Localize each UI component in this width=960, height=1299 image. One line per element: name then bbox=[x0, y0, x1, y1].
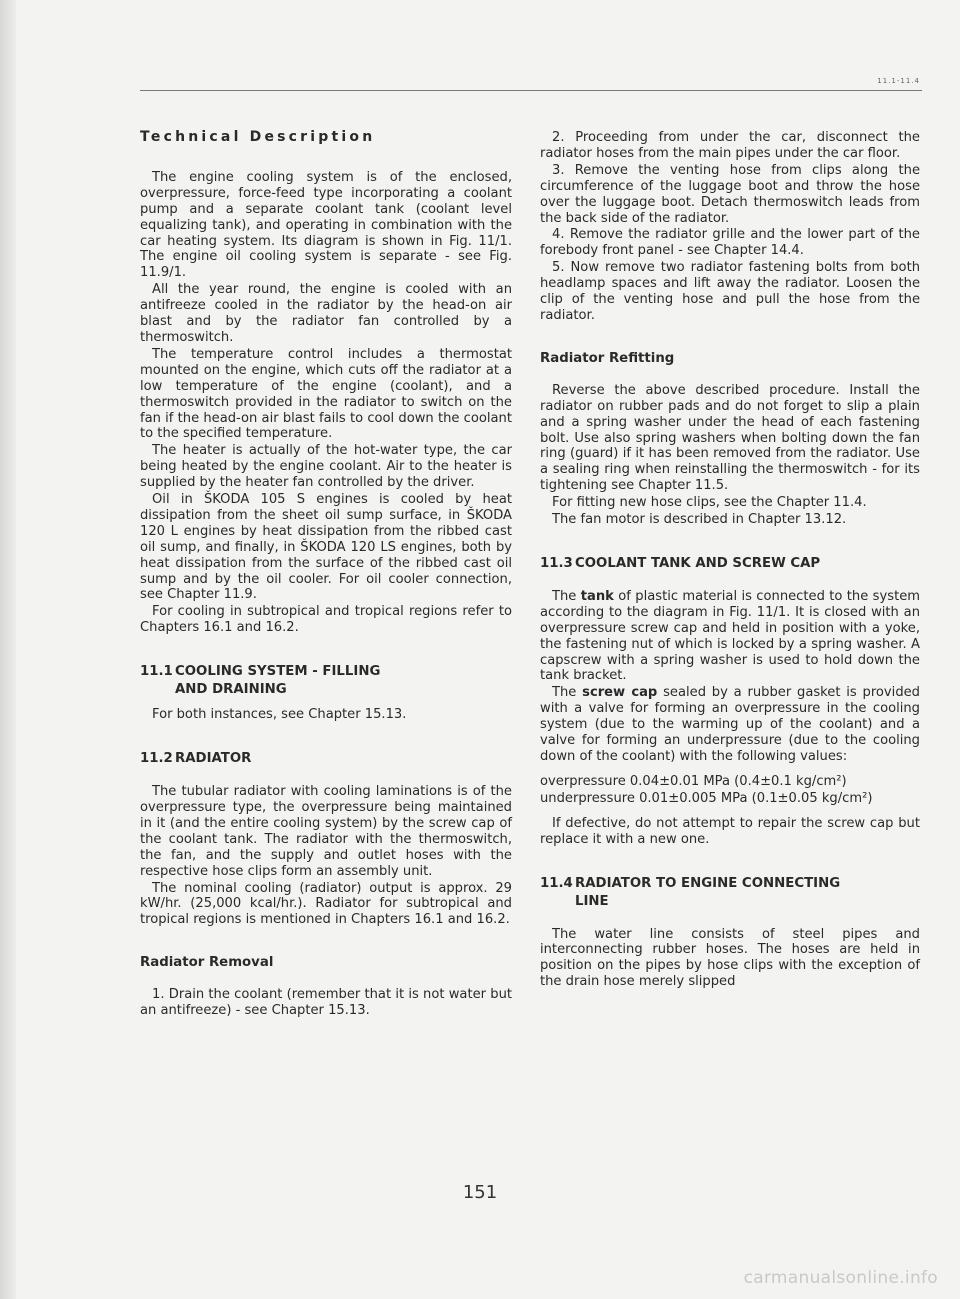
paragraph: The nominal cooling (radiator) output is approx. 29 kW/hr. (25,000 kcal/hr.). Radiator for subtropical and tropical regions is mentioned in Chapters 16.1 and 16.2. bbox=[140, 880, 512, 928]
paragraph: The tubular radiator with cooling laminations is of the overpressure type, the overpressure being maintained in it (and the entire cooling system) by the screw cap of the coolant tank. The radiator with the thermoswitch, the fan, and the supply and outlet hoses with the respective hose clips form an assembly unit. bbox=[140, 784, 512, 879]
section-heading-11-4 bbox=[540, 875, 920, 911]
paragraph: For fitting new hose clips, see the Chapter 11.4. bbox=[552, 495, 867, 511]
section-title-line: LINE bbox=[575, 893, 609, 909]
paragraph: The heater is actually of the hot-water type, the car being heated by the engine coolant. Air to the heater is supplied by the heater fan controlled by the driver. bbox=[140, 443, 512, 491]
section-title: COOLANT TANK AND SCREW CAP bbox=[575, 555, 821, 571]
paragraph: The temperature control includes a thermostat mounted on the engine, which cuts off the radiator at a low temperature of the engine (coolant), and a thermoswitch provided in the radiator to switch on the fan if the head-on air blast fails to cool down the coolant to the specified temperature. bbox=[140, 346, 512, 442]
bold-term: screw cap bbox=[582, 685, 658, 701]
procedure-step: 4. Remove the radiator grille and the lower part of the forebody front panel - see Chapter 14.4. bbox=[540, 227, 920, 259]
bold-term: tank bbox=[580, 588, 614, 604]
paragraph: The water line consists of steel pipes and interconnecting rubber hoses. The hoses are held in position on the pipes by hose clips with the exception of the drain hose merely slipped bbox=[540, 926, 920, 990]
paragraph: The screw cap sealed by a rubber gasket is provided with a valve for forming an overpressure in the cooling system (due to the warming up of the coolant) and a valve for forming an underpressure (due to the cooling down of the coolant) with the following values: bbox=[540, 685, 920, 764]
paragraph: The engine cooling system is of the enclosed, overpressure, force-feed type incorporating a coolant pump and a separate coolant tank (coolant level equalizing tank), and operating in combination with the car heating system. Its diagram is shown in Fig. 11/1. The engine oil cooling system is separate - see Fig. 11.9/1. bbox=[140, 169, 512, 281]
procedure-step: 2. Proceeding from under the car, disconnect the radiator hoses from the main pipes under the car floor. bbox=[540, 130, 920, 161]
underpressure-value: underpressure 0.01±0.005 MPa (0.1±0.05 kg/cm²) bbox=[540, 790, 873, 806]
subheading-radiator-refitting: Radiator Refitting bbox=[540, 350, 675, 366]
watermark-text: carmanualsonline.info bbox=[743, 1268, 938, 1288]
procedure-step: 5. Now remove two radiator fastening bolts from both headlamp spaces and lift away the radiator. Loosen the clip of the venting hose and pull the hose from the radiator. bbox=[540, 260, 920, 323]
binding-edge bbox=[0, 0, 16, 1299]
section-heading-11-3 bbox=[540, 555, 920, 573]
paragraph: Oil in ŠKODA 105 S engines is cooled by heat dissipation from the sheet oil sump surface, in ŠKODA 120 L engines by heat dissipation from the ribbed cast oil sump, and finally, in ŠKODA 120 LS engines, both by heat dissipation from the surface of the ribbed cast oil sump and by the oil cooler. For oil cooler connection, see Chapter 11.9. bbox=[140, 492, 512, 603]
paragraph: The tank of plastic material is connected to the system according to the diagram in Fig. 11/1. It is closed with an overpressure screw cap and held in position with a yoke, the fastening nut of which is locked by a spring washer. A capscrew with a spring washer is used to hold down the tank bracket. bbox=[540, 588, 921, 684]
procedure-step: 3. Remove the venting hose from clips along the circumference of the luggage boot and throw the hose over the luggage boot. Detach thermoswitch leads from the back side of the radiator. bbox=[540, 162, 920, 226]
page-number: 151 bbox=[462, 1182, 498, 1203]
header-rule bbox=[140, 90, 922, 91]
procedure-step: 1. Drain the coolant (remember that it is not water but an antifreeze) - see Chapter 15.13. bbox=[140, 987, 512, 1019]
section-title: RADIATOR bbox=[175, 751, 252, 767]
paragraph: If defective, do not attempt to repair the screw cap but replace it with a new one. bbox=[540, 815, 920, 847]
section-number: 11.4 bbox=[540, 875, 573, 891]
section-heading-11-2 bbox=[140, 750, 512, 768]
section-title-line: COOLING SYSTEM - FILLING bbox=[175, 664, 381, 680]
page-title: Technical Description bbox=[140, 129, 376, 145]
paragraph: All the year round, the engine is cooled with an antifreeze cooled in the radiator by the head-on air blast and by the radiator fan controlled by a thermoswitch. bbox=[140, 282, 512, 345]
right-column bbox=[540, 130, 920, 991]
section-number: 11.2 bbox=[140, 751, 173, 767]
left-column bbox=[140, 130, 512, 1020]
section-heading-11-1 bbox=[140, 663, 512, 699]
overpressure-value: overpressure 0.04±0.01 MPa (0.4±0.1 kg/cm²) bbox=[540, 773, 847, 789]
section-number: 11.3 bbox=[540, 555, 573, 571]
paragraph: Reverse the above described procedure. Install the radiator on rubber pads and do not forget to slip a plain and a spring washer under the head of each fastening bolt. Use also spring washers when bolting down the fan ring (guard) if it has been removed from the radiator. Use a sealing ring when reinstalling the thermoswitch - for its tightening see Chapter 11.5. bbox=[540, 382, 920, 494]
header-section-ref: 11.1-11.4 bbox=[877, 77, 920, 85]
paragraph: For cooling in subtropical and tropical regions refer to Chapters 16.1 and 16.2. bbox=[140, 604, 512, 636]
section-title-line: RADIATOR TO ENGINE CONNECTING bbox=[575, 875, 841, 891]
subheading-radiator-removal: Radiator Removal bbox=[140, 955, 274, 971]
section-title-line: AND DRAINING bbox=[175, 682, 287, 698]
paragraph: The fan motor is described in Chapter 13.12. bbox=[552, 512, 847, 528]
paragraph: For both instances, see Chapter 15.13. bbox=[152, 707, 407, 723]
section-number: 11.1 bbox=[140, 664, 173, 680]
